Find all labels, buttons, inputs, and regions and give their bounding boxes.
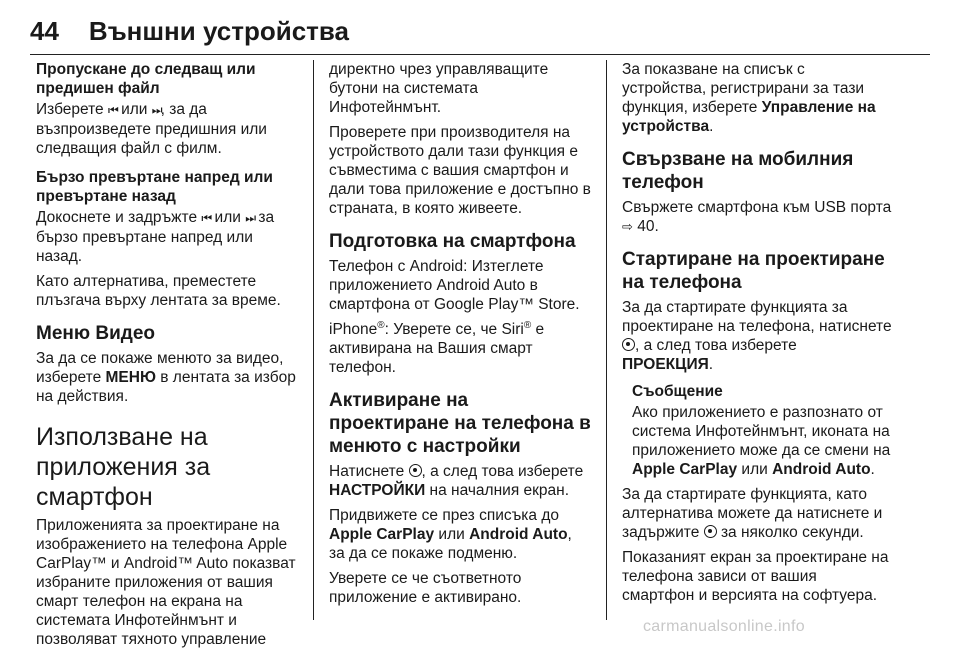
- paragraph: За да стартирате функцията, като алтернатива можете да натиснете и задържите за няколко секунди.: [622, 486, 883, 541]
- page-number: 44: [30, 15, 59, 46]
- next-track-icon: ⏭: [151, 103, 161, 117]
- section-heading: Свързване на мобилния телефон: [622, 149, 854, 193]
- paragraph: Изберете ⏮ или ⏭, за да възпроизведете предишния или следващия файл с филм.: [36, 101, 267, 157]
- section-heading: Подготовка на смартфона: [329, 231, 576, 252]
- chapter-title: Външни устройства: [88, 15, 349, 46]
- home-icon: [409, 464, 422, 477]
- paragraph: Докоснете и задръжте ⏮ или ⏭ за бързо превъртане напред или назад.: [36, 209, 275, 265]
- next-track-icon: ⏭: [245, 211, 255, 225]
- paragraph: Приложенията за проектиране на изображението на телефона Apple CarPlay™ и Android™ Auto показват избраните приложения от вашия смарт телефон на екрана на системата Инфотейнмънт и позволяват тяхното управление: [36, 517, 296, 648]
- paragraph: За показване на списък с устройства, регистрирани за тази функция, изберете Управление на устройства.: [622, 61, 876, 135]
- paragraph: За да стартирате функцията за проектиране на телефона, натиснете , а след това изберете ПРОЕКЦИЯ.: [622, 299, 892, 373]
- chapter-heading: Използване на приложения за смартфон: [36, 423, 211, 511]
- column-1: [36, 60, 298, 655]
- note-text: Ако приложението е разпознато от система Инфотейнмънт, иконата на приложението може да се смени на Apple CarPlay или Android Auto.: [632, 404, 891, 478]
- previous-track-icon: ⏮: [201, 211, 211, 225]
- section-heading: Стартиране на проектиране на телефона: [622, 249, 885, 293]
- column-3: [622, 60, 892, 611]
- section-heading: Пропускане до следващ или предишен файл: [36, 61, 256, 97]
- paragraph: Натиснете , а след това изберете НАСТРОЙКИ на началния екран.: [329, 463, 584, 499]
- watermark: carmanualsonline.info: [643, 618, 805, 635]
- paragraph: директно чрез управляващите бутони на системата Инфотейнмънт.: [329, 61, 549, 116]
- column-divider: [313, 60, 314, 620]
- paragraph: Проверете при производителя на устройството дали тази функция е съвместима с вашия смартфон и дали това приложение е достъпно в страната, в която живеете.: [329, 124, 591, 217]
- note-heading: Съобщение: [632, 383, 723, 400]
- section-heading: Бързо превъртане напред или превъртане назад: [36, 169, 273, 205]
- paragraph: Телефон с Android: Изтеглете приложението Android Auto в смартфона от Google Play™ Store.: [329, 258, 580, 313]
- home-icon: [622, 338, 635, 351]
- paragraph: Придвижете се през списъка до Apple CarPlay или Android Auto, за да се покаже подменю.: [329, 507, 572, 562]
- paragraph: За да се покаже менюто за видео, изберете МЕНЮ в лентата за избор на действия.: [36, 350, 296, 405]
- column-divider: [606, 60, 607, 620]
- previous-track-icon: ⏮: [107, 103, 117, 117]
- page-header: [30, 8, 930, 55]
- paragraph: Показаният екран за проектиране на телефона зависи от вашия смартфон и версията на софтуера.: [622, 549, 889, 604]
- note-box: [632, 382, 892, 479]
- page-reference-icon: ⇨: [622, 219, 633, 234]
- paragraph: Уверете се че съответното приложение е активирано.: [329, 570, 522, 606]
- paragraph: Като алтернатива, преместете плъзгача върху лентата за време.: [36, 273, 281, 309]
- column-2: [329, 60, 591, 613]
- section-heading: Активиране на проектиране на телефона в менюто с настройки: [329, 390, 591, 457]
- paragraph: Свържете смартфона към USB порта ⇨ 40.: [622, 199, 892, 235]
- section-heading: Меню Видео: [36, 323, 156, 344]
- home-icon: [704, 525, 717, 538]
- paragraph: iPhone®: Уверете се, че Siri® е активирана на Вашия смарт телефон.: [329, 319, 545, 376]
